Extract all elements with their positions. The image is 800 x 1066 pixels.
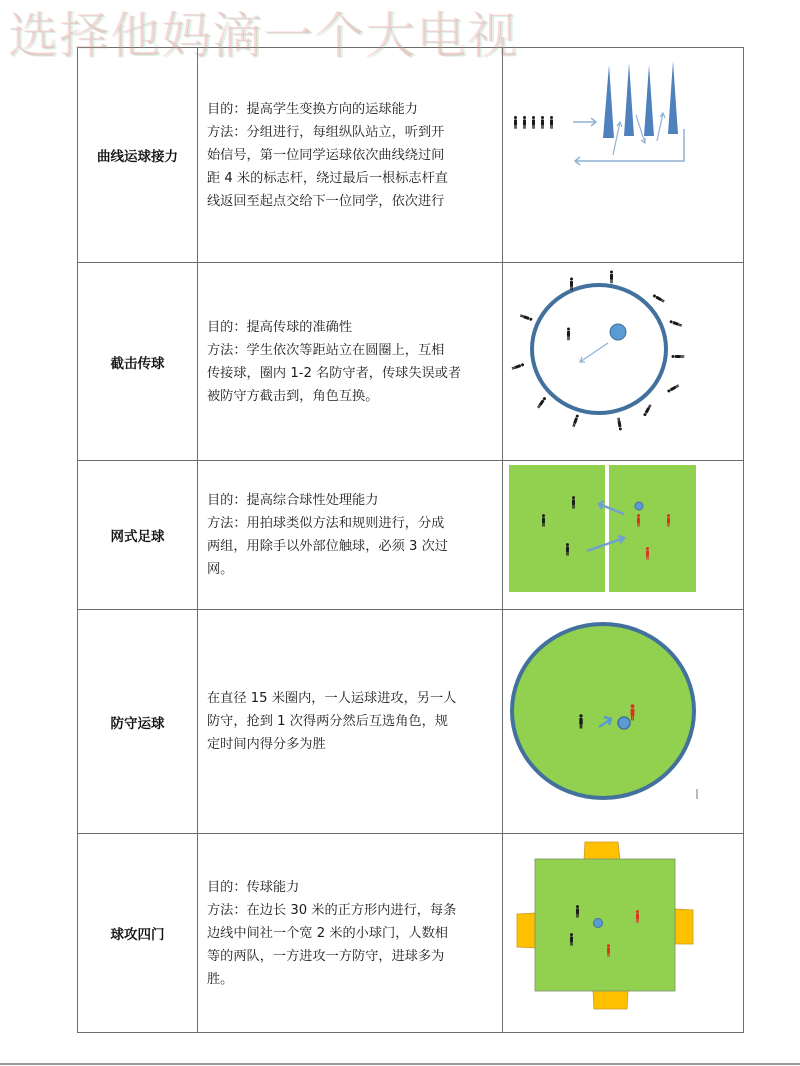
page-bottom-edge <box>0 1063 800 1065</box>
drill-description <box>198 48 503 263</box>
dribble-circle-svg <box>503 611 743 833</box>
defender-player-icon <box>567 327 570 340</box>
ball-icon <box>618 717 630 729</box>
player-queue-icons <box>514 116 553 129</box>
drill-description <box>198 834 503 1033</box>
description-line: 始信号，第一位同学运球依次曲线绕过间 <box>207 147 445 163</box>
drill-name: 曲线运球接力 <box>78 48 198 263</box>
drill-name: 截击传球 <box>78 263 198 461</box>
four-goal-svg <box>503 835 743 1032</box>
table-row <box>78 610 744 834</box>
ball-icon <box>635 502 643 510</box>
circle-diagram-svg <box>503 264 743 460</box>
defensive-dribble-diagram <box>503 610 744 834</box>
description-line: 方法：分组进行，每组纵队站立，听到开 <box>207 124 445 140</box>
description-line: 等的两队，一方进攻一方防守，进球多为 <box>207 948 445 964</box>
net-diagram-svg <box>503 462 743 609</box>
dribble-zone-circle <box>512 624 694 798</box>
drill-name: 防守运球 <box>78 610 198 834</box>
net-football-diagram <box>503 461 744 610</box>
description-line: 距 4 米的标志杆，绕过最后一根标志杆直 <box>207 170 448 186</box>
description-line: 在直径 15 米圈内，一人运球进攻，另一人 <box>207 691 457 706</box>
pass-arrow-icon <box>580 343 608 362</box>
description-line: 边线中间社一个宽 2 米的小球门，人数相 <box>207 925 448 941</box>
description-line: 两组，用除手以外部位触球，必须 3 次过 <box>207 539 448 554</box>
description-line: 目的：提高学生变换方向的运球能力 <box>207 101 418 117</box>
square-pitch <box>535 859 675 991</box>
description-line: 方法：用拍球类似方法和规则进行，分成 <box>207 516 445 531</box>
description-line: 目的：提高传球的准确性 <box>207 319 353 335</box>
description-line: 防守，抢到 1 次得两分然后互选角色，规 <box>207 714 448 729</box>
description-line: 方法：在边长 30 米的正方形内进行，每条 <box>207 902 457 918</box>
ball-icon <box>594 918 603 927</box>
slalom-dribble-diagram <box>503 48 744 263</box>
description-line: 目的：提高综合球性处理能力 <box>207 493 379 508</box>
drill-name: 球攻四门 <box>78 834 198 1033</box>
right-court <box>609 465 696 592</box>
table-row <box>78 263 744 461</box>
table-row <box>78 834 744 1033</box>
drill-table <box>77 47 744 1033</box>
watermark-text: 选择他妈滴一个大电视 <box>8 7 518 65</box>
four-goal-diagram <box>503 834 744 1033</box>
description-line: 网。 <box>207 562 234 577</box>
table-row <box>78 461 744 610</box>
dribble-path-arrows <box>613 113 665 155</box>
description-line: 目的：传球能力 <box>207 879 300 895</box>
description-line: 线返回至起点交给下一位同学，依次进行 <box>207 193 445 209</box>
description-line: 传接球，圈内 1-2 名防守者，传球失误或者 <box>207 365 462 381</box>
arrow-right-icon <box>573 118 596 126</box>
drill-description <box>198 461 503 610</box>
slalom-diagram-svg <box>503 49 743 262</box>
ball-icon <box>610 324 626 340</box>
description-line: 被防守方截击到，角色互换。 <box>207 388 379 404</box>
drill-name: 网式足球 <box>78 461 198 610</box>
drill-description <box>198 263 503 461</box>
left-court <box>509 465 605 592</box>
description-line: 定时间内得分多为胜 <box>207 737 326 752</box>
description-line: 胜。 <box>207 971 234 987</box>
circle-passing-diagram <box>503 263 744 461</box>
drill-description <box>198 610 503 834</box>
description-line: 方法：学生依次等距站立在圆圈上，互相 <box>207 342 445 358</box>
table-row <box>78 48 744 263</box>
marker-pole-icons <box>603 61 678 138</box>
